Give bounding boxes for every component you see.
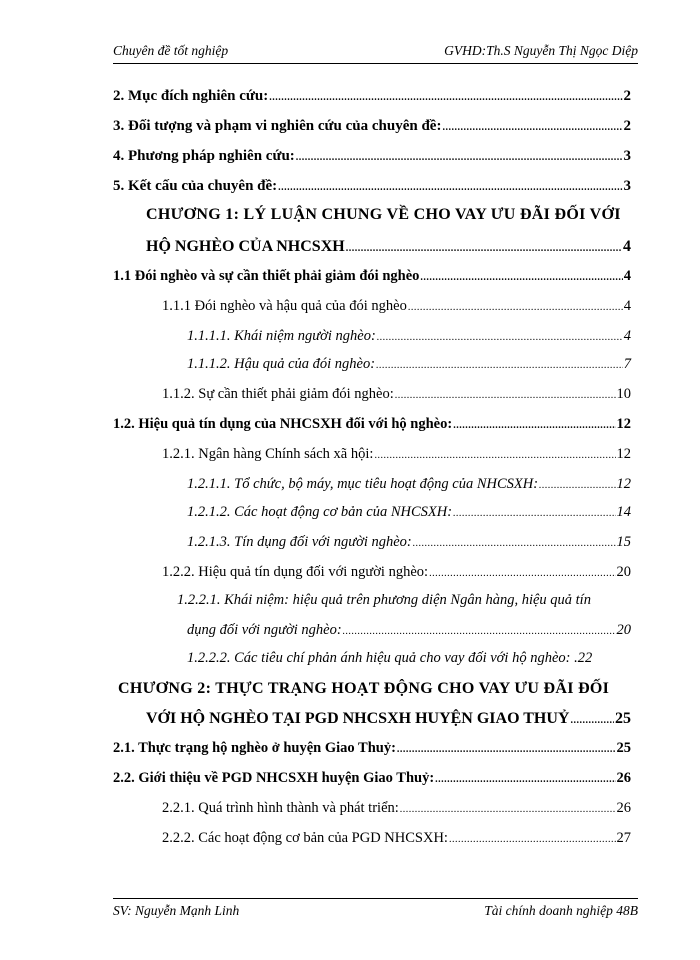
toc-entry-page: 7: [623, 356, 631, 372]
toc-entry-text: HỘ NGHÈO CỦA NHCSXH: [146, 238, 345, 255]
toc-entry-page: 14: [616, 504, 631, 520]
toc-leader: [269, 92, 622, 103]
toc-entry-page: 4: [623, 298, 631, 314]
toc-entry-text: 1.1.2. Sự cần thiết phải giảm đói nghèo:: [162, 386, 394, 402]
toc-entry: [162, 830, 631, 847]
toc-entry: [162, 298, 631, 315]
toc-leader: [453, 420, 615, 431]
toc-leader: [453, 508, 615, 519]
toc-leader: [449, 834, 616, 845]
toc-entry: [187, 328, 631, 345]
toc-entry-text: 1.1 Đói nghèo và sự cần thiết phải giảm đói nghèo: [113, 268, 420, 284]
toc-entry-text: 1.1.1.2. Hậu quả của đói nghèo:: [187, 356, 376, 372]
toc-entry-text: 1.2.2. Hiệu quả tín dụng đối với người nghèo:: [162, 564, 429, 580]
toc-leader: [343, 626, 616, 637]
toc-entry-text: 4. Phương pháp nghiên cứu:: [113, 148, 295, 164]
toc-entry-page: 2: [623, 88, 631, 104]
toc-entry-page: 25: [615, 710, 631, 727]
toc-entry-text: 2.1. Thực trạng hộ nghèo ở huyện Giao Thuỷ:: [113, 740, 396, 756]
toc-entry-text: 1.2.2.2. Các tiêu chí phản ánh hiệu quả cho vay đối với hộ nghèo: .22: [187, 650, 593, 666]
toc-entry-text: 1.2.2.1. Khái niệm: hiệu quả trên phương diện Ngân hàng, hiệu quả tín: [177, 592, 591, 608]
chapter-heading: CHƯƠNG 2: THỰC TRẠNG HOẠT ĐỘNG CHO VAY ƯU ĐÃI ĐỐI: [118, 680, 610, 697]
toc-entry-page: 20: [616, 564, 631, 580]
toc-entry: [162, 386, 631, 403]
toc-leader: [420, 272, 622, 283]
toc-entry-text: 1.2.1.3. Tín dụng đối với người nghèo:: [187, 534, 412, 550]
toc-leader: [429, 568, 615, 579]
toc-entry-page: 12: [616, 446, 631, 462]
toc-entry: [113, 268, 631, 285]
toc-entry-page: 4: [623, 238, 631, 255]
toc-entry-text: 1.1.1 Đói nghèo và hậu quả của đói nghèo: [162, 298, 407, 314]
toc-entry-text: 1.2.1.2. Các hoạt động cơ bản của NHCSXH:: [187, 504, 453, 520]
toc-leader: [376, 360, 623, 371]
toc-entry-text: 1.1.1.1. Khái niệm người nghèo:: [187, 328, 376, 344]
toc-leader: [408, 302, 623, 313]
toc-entry-text: 5. Kết cấu của chuyên đề:: [113, 178, 278, 194]
toc-entry-page: 25: [616, 740, 631, 756]
toc-entry-page: 3: [623, 148, 631, 164]
toc-leader: [296, 152, 623, 163]
toc-entry-text: 2. Mục đích nghiên cứu:: [113, 88, 269, 104]
toc-leader: [413, 538, 616, 549]
toc-entry-text: 2.2.1. Quá trình hình thành và phát triển:: [162, 800, 399, 816]
toc-entry: [187, 622, 631, 639]
footer-student: SV: Nguyễn Mạnh Linh: [113, 903, 240, 918]
toc-leader: [395, 390, 616, 401]
toc-leader: [377, 332, 623, 343]
toc-entry: [113, 148, 631, 165]
toc-entry: [162, 800, 631, 817]
toc-leader: [435, 774, 615, 785]
toc-entry-page: 12: [616, 416, 631, 432]
toc-entry: [162, 564, 631, 581]
toc-leader: [539, 480, 615, 491]
footer-class: Tài chính doanh nghiệp 48B: [484, 903, 638, 918]
header-title: Chuyên đề tốt nghiệp: [113, 43, 229, 58]
toc-entry-page: 4: [623, 268, 631, 284]
page-footer: [113, 898, 638, 919]
toc-entry: [187, 356, 631, 373]
toc-entry: [113, 88, 631, 105]
toc-leader: [442, 122, 622, 133]
toc-entry: [113, 118, 631, 135]
toc-entry-page: 2: [623, 118, 631, 134]
toc-entry-text: VỚI HỘ NGHÈO TẠI PGD NHCSXH HUYỆN GIAO THUỶ: [146, 710, 570, 727]
toc-entry-page: 3: [623, 178, 631, 194]
toc-entry: [187, 476, 631, 493]
toc-entry-page: 26: [616, 770, 631, 786]
toc-entry-page: 27: [616, 830, 631, 846]
toc-entry: [146, 710, 631, 728]
toc-entry-page: 12: [616, 476, 631, 492]
toc-entry-text: 1.2.1.1. Tổ chức, bộ máy, mục tiêu hoạt động của NHCSXH:: [187, 476, 539, 492]
page-header: [113, 43, 638, 64]
toc-entry: [113, 178, 631, 195]
toc-entry-page: 10: [616, 386, 631, 402]
toc-entry-text: 2.2. Giới thiệu về PGD NHCSXH huyện Giao Thuỷ:: [113, 770, 435, 786]
header-advisor: GVHD:Th.S Nguyễn Thị Ngọc Diệp: [444, 43, 638, 58]
toc-entry-text: dụng đối với người nghèo:: [187, 622, 342, 638]
toc-leader: [374, 450, 615, 461]
toc-entry: [113, 770, 631, 787]
toc-leader: [397, 744, 616, 755]
toc-entry-text: 2.2.2. Các hoạt động cơ bản của PGD NHCSXH:: [162, 830, 448, 846]
toc-entry-page: 26: [616, 800, 631, 816]
toc-entry-page: 20: [616, 622, 631, 638]
toc-entry: [113, 416, 631, 433]
toc-entry-text: 1.2.1. Ngân hàng Chính sách xã hội:: [162, 446, 374, 462]
toc-leader: [570, 715, 614, 726]
toc-entry-page: 15: [616, 534, 631, 550]
toc-entry: [146, 238, 631, 256]
toc-leader: [400, 804, 616, 815]
toc-entry-page: 4: [623, 328, 631, 344]
toc-entry-text: 1.2. Hiệu quả tín dụng của NHCSXH đối với hộ nghèo:: [113, 416, 453, 432]
toc-leader: [346, 243, 622, 254]
toc-entry-text: 3. Đối tượng và phạm vi nghiên cứu của chuyên đề:: [113, 118, 442, 134]
toc-entry: [113, 740, 631, 757]
toc-entry: [187, 504, 631, 521]
toc-entry: [187, 534, 631, 551]
toc-entry: [162, 446, 631, 463]
chapter-heading: CHƯƠNG 1: LÝ LUẬN CHUNG VỀ CHO VAY ƯU ĐÃI ĐỐI VỚI: [146, 206, 621, 223]
toc-leader: [278, 182, 622, 193]
